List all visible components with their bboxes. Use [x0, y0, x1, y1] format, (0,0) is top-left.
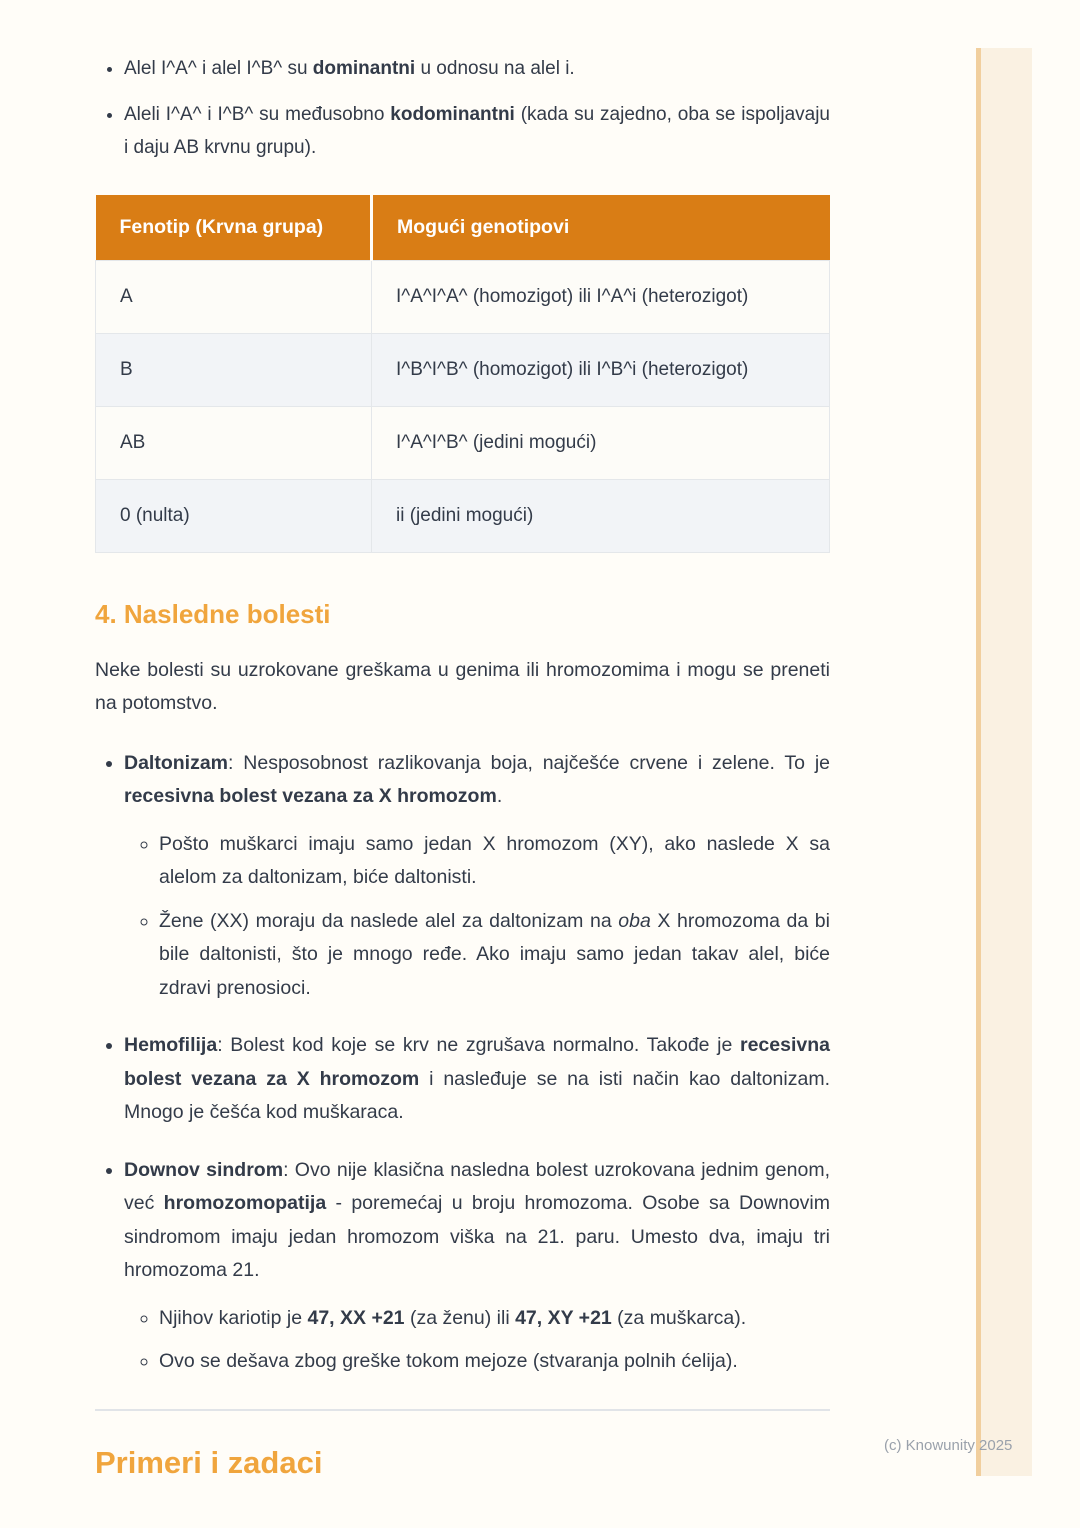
- disease-bullet-list: [95, 747, 830, 1379]
- disease-text: [124, 1029, 830, 1130]
- disease-sub-item: [159, 828, 830, 895]
- text-run: Njihov kariotip je: [159, 1306, 308, 1329]
- text-run: 47, XX +21: [307, 1306, 405, 1329]
- disease-sub-list: [124, 828, 830, 1006]
- table-header-row: [96, 195, 830, 261]
- section-divider: [95, 1409, 830, 1411]
- text-run: (za muškarca).: [611, 1306, 747, 1329]
- footer-heading-primeri-i-zadaci: Primeri i zadaci: [95, 1444, 323, 1480]
- text-run: .: [496, 785, 503, 807]
- cell-genotip: I^A^I^B^ (jedini mogući): [372, 406, 830, 479]
- page-content: [95, 0, 830, 1481]
- intro-bullet-list: [95, 52, 830, 165]
- cell-fenotip: A: [96, 260, 372, 333]
- cell-genotip: I^B^I^B^ (homozigot) ili I^B^i (heterozigot): [372, 333, 830, 406]
- text-run: Žene (XX) moraju da naslede alel za daltonizam na: [159, 909, 619, 932]
- cell-fenotip: B: [96, 333, 372, 406]
- disease-sub-item: [159, 1345, 830, 1379]
- disease-bullet-item: [124, 1154, 830, 1379]
- genotype-table-body: [96, 260, 830, 552]
- disease-sub-item: [159, 1302, 830, 1336]
- table-row: [96, 479, 830, 552]
- text-run: recesivna bolest vezana za X hromozom: [124, 1034, 830, 1090]
- text-run: : Bolest kod koje se krv ne zgrušava normalno. Takođe je: [217, 1034, 740, 1056]
- text-run: Alel I^A^ i alel I^B^ su: [124, 58, 313, 79]
- text-run: 47, XY +21: [515, 1306, 612, 1329]
- text-run: X hromozoma da bi bile daltonisti, što je mnogo ređe. Ako imaju samo jedan takav alel, biće zdravi prenosioci.: [159, 909, 830, 999]
- text-run: : Nesposobnost razlikovanja boja, najčešće crvene i zelene. To je: [228, 751, 830, 774]
- text-run: Downov sindrom: [124, 1158, 284, 1181]
- genotype-table-header: [96, 195, 830, 261]
- cell-genotip: ii (jedini mogući): [372, 479, 830, 552]
- table-row: [96, 333, 830, 406]
- section-intro-paragraph: Neke bolesti su uzrokovane greškama u genima ili hromozomima i mogu se preneti na potomstvo.: [95, 658, 830, 714]
- genotype-table: [95, 195, 830, 553]
- table-row: [96, 406, 830, 479]
- intro-bullet-item: [124, 52, 830, 86]
- disease-text: [124, 747, 830, 814]
- page-edge-stripe: [976, 48, 1032, 1476]
- table-row: [96, 260, 830, 333]
- knowunity-watermark: (c) Knowunity 2025: [884, 1437, 1013, 1454]
- cell-fenotip: AB: [96, 406, 372, 479]
- text-run: hromozomopatija: [163, 1192, 327, 1214]
- section-heading-nasledne-bolesti: 4. Nasledne bolesti: [95, 598, 331, 629]
- table-header-genotipovi: Mogući genotipovi: [372, 195, 830, 261]
- disease-text: [124, 1154, 830, 1288]
- disease-sub-item: [159, 905, 830, 1006]
- disease-sub-list: [124, 1302, 830, 1379]
- table-header-fenotip: Fenotip (Krvna grupa): [96, 195, 372, 261]
- cell-fenotip: 0 (nulta): [96, 479, 372, 552]
- text-run: (kada su zajedno, oba se ispoljavaju i daju AB krvnu grupu).: [124, 103, 830, 158]
- text-run: Pošto muškarci imaju samo jedan X hromozom (XY), ako naslede X sa alelom za daltonizam, biće daltonisti.: [159, 832, 830, 888]
- cell-genotip: I^A^I^A^ (homozigot) ili I^A^i (heterozigot): [372, 260, 830, 333]
- text-run: Daltonizam: [124, 751, 229, 774]
- text-run: : Ovo nije klasična nasledna bolest uzrokovana jednim genom, već: [124, 1158, 830, 1214]
- text-run: dominantni: [312, 58, 416, 79]
- text-run: kodominantni: [390, 103, 515, 125]
- text-run: recesivna bolest vezana za X hromozom: [124, 785, 497, 807]
- text-run: Ovo se dešava zbog greške tokom mejoze (stvaranja polnih ćelija).: [159, 1350, 738, 1372]
- intro-bullet-item: [124, 98, 830, 165]
- disease-bullet-item: [124, 747, 830, 1006]
- disease-bullet-item: [124, 1029, 830, 1130]
- text-run: i nasleđuje se na isti način kao daltonizam. Mnogo je češća kod muškaraca.: [124, 1067, 830, 1123]
- text-run: - poremećaj u broju hromozoma. Osobe sa Downovim sindromom imaju jedan hromozom viška na 21. paru. Umesto dva, imaju tri hromozoma 21.: [124, 1192, 830, 1281]
- text-run: oba: [618, 909, 651, 932]
- text-run: (za ženu) ili: [404, 1306, 516, 1329]
- text-run: Aleli I^A^ i I^B^ su međusobno: [124, 103, 391, 125]
- text-run: Hemofilija: [124, 1034, 218, 1056]
- text-run: u odnosu na alel i.: [415, 58, 575, 79]
